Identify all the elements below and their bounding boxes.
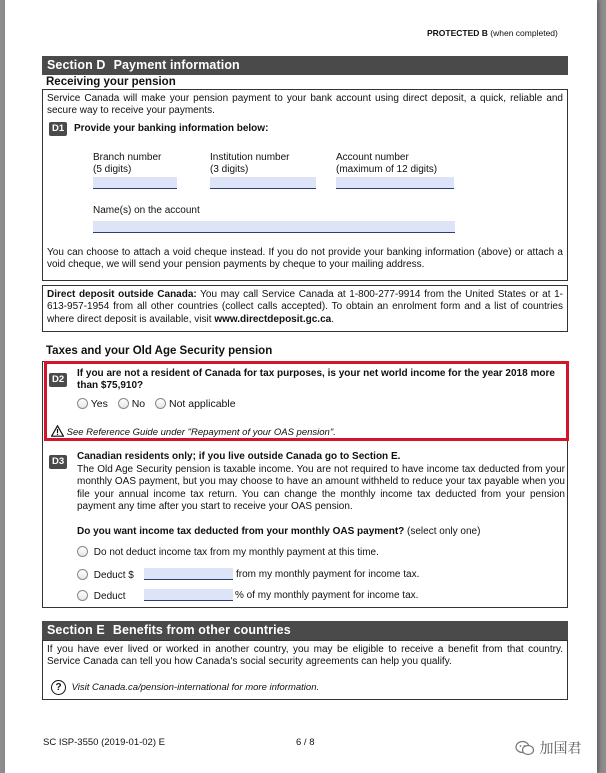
section-e-title: Benefits from other countries — [112, 623, 291, 637]
banking-box — [42, 89, 568, 281]
d2-na-label: Not applicable — [169, 398, 236, 410]
receiving-heading: Receiving your pension — [46, 76, 176, 88]
no-deduction-label: Do not deduct income tax from my monthly payment at this time. — [93, 547, 379, 558]
d2-note-text: See Reference Guide under "Repayment of your OAS pension". — [66, 427, 336, 438]
account-label: Account number (maximum of 12 digits) — [336, 152, 438, 175]
d3-option-1 — [77, 546, 379, 558]
section-d-header — [42, 56, 568, 75]
protected-label: PROTECTED B (when completed) — [427, 28, 558, 38]
section-e-box — [42, 640, 568, 700]
no-deduction-radio[interactable] — [77, 546, 88, 557]
section-e-text: If you have ever lived or worked in another country, you may be eligible to receive a benefit from that country. Service Canada can tell you how Canada's social security agreements can help you qualify. — [47, 644, 563, 668]
d1-row — [49, 122, 268, 136]
deduct-dollar-radio[interactable] — [77, 569, 88, 580]
deduct-percent-suffix: % of my monthly payment for income tax. — [235, 590, 419, 601]
page-number: 6 / 8 — [296, 737, 315, 748]
directdeposit-link[interactable]: www.directdeposit.gc.ca — [214, 313, 332, 325]
d3-text: The Old Age Security pension is taxable income. You are not required to have income tax deducted from your monthly OAS payment, but you may choose to have an amount withheld to reduce your tax payable when you file your annual income tax return. You can change the monthly income tax deducted from your pension payment any time after you start to receive your OAS pension. — [77, 464, 565, 512]
d2-no-label: No — [131, 398, 146, 410]
deduct-dollar-label: Deduct $ — [93, 570, 134, 581]
visit-text: Visit Canada.ca/pension-international for more information. — [71, 682, 320, 693]
deduct-dollar-suffix: from my monthly payment for income tax. — [236, 569, 420, 580]
watermark-text: 加国君 — [539, 740, 582, 756]
account-names-input[interactable] — [93, 221, 455, 233]
deduct-percent-radio[interactable] — [77, 590, 88, 601]
d3-option-3 — [77, 590, 125, 602]
branch-number-input[interactable] — [93, 177, 177, 189]
deduct-percent-label: Deduct — [93, 591, 126, 602]
d3-badge-wrap — [49, 451, 67, 469]
d3-option-2 — [77, 569, 134, 581]
branch-label: Branch number (5 digits) — [93, 152, 162, 175]
section-e-visit — [51, 680, 319, 695]
d3-heading: Canadian residents only; if you live outside Canada go to Section E. — [77, 451, 401, 462]
void-cheque-text: You can choose to attach a void cheque instead. If you do not provide your banking information (above) or attach a void cheque, we will send your pension payments by cheque to your mailing address. — [47, 247, 563, 271]
d2-highlight-frame — [44, 361, 569, 441]
outside-canada-text: Direct deposit outside Canada: You may call Service Canada at 1-800-277-9914 from the United States or at 1-613-957-1954 from all other countries (collect calls accepted). To obtain an enrolment form and a list of countries where direct deposit is available, visit www.directdeposit.gc.ca. — [47, 289, 563, 325]
receiving-text: Service Canada will make your pension payment to your bank account using direct deposit, a quick, reliable and secure way to receive your payments. — [47, 93, 563, 117]
form-id: SC ISP-3550 (2019-01-02) E — [43, 737, 165, 748]
d3-question: Do you want income tax deducted from your monthly OAS payment? (select only one) — [77, 526, 481, 537]
names-label: Name(s) on the account — [93, 205, 200, 216]
d3-badge: D3 — [49, 455, 67, 469]
watermark — [515, 738, 581, 758]
taxes-heading: Taxes and your Old Age Security pension — [46, 345, 273, 357]
deduct-dollar-input[interactable] — [144, 568, 233, 580]
d2-question: If you are not a resident of Canada for tax purposes, is your net world income for the year 2018 more than $75,910? — [77, 368, 555, 392]
help-icon: ? — [51, 680, 66, 695]
account-number-input[interactable] — [336, 177, 454, 189]
d1-label: Provide your banking information below: — [73, 123, 269, 134]
form-page — [5, 0, 597, 773]
outside-canada-box — [42, 285, 568, 332]
d2-yes-label: Yes — [90, 398, 108, 410]
institution-number-input[interactable] — [210, 177, 316, 189]
section-e-header — [42, 621, 568, 640]
wechat-icon — [515, 740, 535, 756]
deduct-percent-input[interactable] — [144, 589, 233, 601]
section-e-number: Section E — [47, 623, 105, 637]
institution-label: Institution number (3 digits) — [210, 152, 290, 175]
d1-badge: D1 — [49, 122, 67, 136]
section-d-number: Section D — [47, 58, 106, 72]
section-d-title: Payment information — [113, 58, 240, 72]
d2-badge: D2 — [49, 373, 67, 387]
